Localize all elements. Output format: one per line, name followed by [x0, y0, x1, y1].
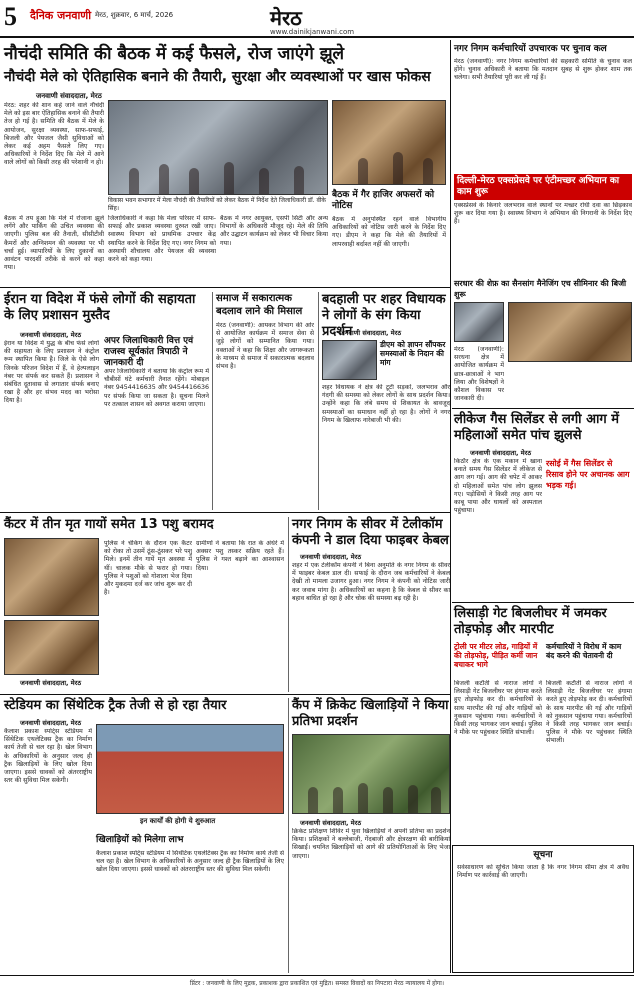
lead-photo — [108, 100, 328, 195]
cricket-headline: कैंप में क्रिकेट खिलाड़ियों ने किया प्रतिभा प्रदर्शन — [292, 698, 449, 729]
stadium-headline: स्टेडियम का सिंथेटिक ट्रैक तेजी से हो रहा तैयार — [4, 698, 227, 713]
divider — [212, 292, 213, 510]
samaj-headline: समाज में सकारात्मक बदलाव लाने की मिसाल — [216, 293, 303, 317]
iran-subhead: अपर जिलाधिकारी वित्त एवं राजस्व सूर्यकांत त्रिपाठी ने जानकारी दी — [104, 336, 194, 368]
lisari-headline: लिसाड़ी गेट बिजलीघर में जमकर तोड़फोड़ और मारपीट — [454, 606, 607, 637]
camp-body: मेरठ (जनवाणी): सरधना क्षेत्र में आयोजित कार्यक्रम में छात्र-छात्राओं ने भाग लिया और विशेषज्ञों ने कौशल विकास पर जानकारी दी। — [454, 346, 504, 403]
lead-body-b: बैठक में तय हुआ कि मेले में रोजाना झूले लगेंगे और पार्किंग की उचित व्यवस्था की जाएगी। पुलिस बल की तैनाती, सीसीटीवी कैमरों और अग्निशमन की व्यवस्था पर भी चर्चा हुई। व्यापारियों के लिए दुकानों का आवंटन पारदर्शी तरीके से करने को कहा गया। — [4, 215, 104, 272]
cattle-body: पुलिस ने चेकिंग के दौरान एक कैंटर को रोका तो उसमें ठूंस-ठूंसकर भरे पशु मिले। इनमें तीन गायें मृत अवस्था में थीं। चालक मौके से फरार हो गया। पुलिस ने पशुओं को गोशाला भेज दिया और मुकदमा दर्ज कर जांच शुरू कर दी है। — [104, 540, 192, 597]
vidhayak-photo — [322, 340, 377, 380]
telecom-body: शहर में एक टेलीकॉम कंपनी ने बिना अनुमति के नगर निगम के सीवर में फाइबर केबल डाल दी। सफाई के दौरान जब कर्मचारियों ने केबल देखी तो मामला उजागर हुआ। नगर निगम ने कंपनी को नोटिस जारी कर जवाब मांगा है। अधिकारियों का कहना है कि केबल से सीवर का बहाव बाधित हो रहा है और चोक की समस्या बढ़ रही है। — [292, 562, 450, 602]
lead-byline: जनवाणी संवाददाता, मेरठ — [36, 92, 102, 100]
lead-story — [0, 40, 450, 285]
cricket-body: क्रिकेट प्रशिक्षण शिविर में युवा खिलाड़ियों ने अपनी प्रतिभा का प्रदर्शन किया। प्रशिक्षकों ने बल्लेबाजी, गेंदबाजी और क्षेत्ररक्षण की बारीकियां सिखाईं। चयनित खिलाड़ियों को आगे की प्रतियोगिताओं के लिए भेजा जाएगा। — [292, 828, 450, 860]
divider — [288, 517, 289, 692]
lpg-box: रसोई में गैस सिलेंडर से रिसाव होने पर अचानक आग भड़क गई। — [546, 459, 630, 490]
notice-title: सूचना — [533, 850, 553, 860]
page-number: 5 — [4, 2, 17, 31]
lpg-headline: लीकेज गैस सिलेंडर से लगी आग में महिलाओं समेत पांच झुलसे — [454, 412, 619, 443]
delhi-headline: दिल्ली-मेरठ एक्सप्रेसवे पर एंटीमच्छर अभियान का काम शुरू — [454, 174, 632, 200]
cricket-byline: जनवाणी संवाददाता, मेरठ — [300, 819, 362, 827]
stadium-body: कैलाश प्रकाश स्पोर्ट्स स्टेडियम में सिंथेटिक एथलेटिक्स ट्रैक का निर्माण कार्य तेजी से चल रहा है। खेल विभाग के अधिकारियों के अनुसार जल्द ही ट्रैक खिलाड़ियों के लिए खोल दिया जाएगा। इससे धावकों को अंतरराष्ट्रीय स्तर की सुविधा मिल सकेगी। — [4, 728, 92, 785]
lisari-sub-2: कर्मचारियों ने विरोध में काम बंद करने की चेतावनी दी — [546, 642, 622, 660]
lead-side-body: बैठक में अनुपस्थित रहने वाले विभागीय अधिकारियों को नोटिस जारी करने के निर्देश दिए गए। डीएम ने कहा कि मेले की तैयारियों में लापरवाही बर्दाश्त नहीं की जाएगी। — [332, 216, 446, 248]
vidhayak-byline: जनवाणी संवाददाता, मेरठ — [340, 329, 402, 337]
lead-subhead: नौचंदी मेले को ऐतिहासिक बनाने की तैयारी, सुरक्षा और व्यवस्थाओं पर खास फोकस — [4, 69, 431, 85]
divider — [452, 408, 634, 409]
telecom-byline: जनवाणी संवाददाता, मेरठ — [300, 553, 362, 561]
iran-body-2: अपर जिलाधिकारी ने बताया कि कंट्रोल रूम में चौबीसों घंटे कर्मचारी तैनात रहेंगे। मोबाइल नंबर 9454416635 और 9454416636 पर संपर्क किया जा सकता है। सूचना मिलने पर तत्काल शासन को अवगत कराया जाएगा। — [104, 368, 209, 408]
divider — [318, 292, 319, 510]
camp-photo — [454, 302, 504, 342]
lisari-body-2: बिजली कटौती से नाराज लोगों ने लिसाड़ी गेट बिजलीघर पर हंगामा करते हुए तोड़फोड़ कर दी। कर्मचारियों के साथ मारपीट की गई और गाड़ियों को नुकसान पहुंचाया गया। कर्मचारियों ने किसी तरह भागकर जान बचाई। पुलिस ने मौके पर पहुंचकर स्थिति संभाली। — [546, 680, 632, 745]
cattle-body-2: ग्रामीणों ने बताया कि रात के अंधेरे में अक्सर पशु तस्कर सक्रिय रहते हैं। पुलिस ने गश्त बढ़ाने का आश्वासन दिया। — [196, 540, 284, 572]
divider — [450, 40, 451, 973]
right-top-body: मेरठ (जनवाणी): नगर निगम कर्मचारियों की सहकारी समिति के चुनाव कल होंगे। चुनाव अधिकारी ने बताया कि मतदान सुबह से शुरू होकर शाम तक चलेगा। सभी तैयारियां पूरी कर ली गई हैं। — [454, 58, 632, 82]
right-top-head: नगर निगम कर्मचारियों उपचारक पर चुनाव कल — [454, 44, 607, 54]
divider — [0, 512, 450, 513]
camp-headline: सरधार की शेफ़ का सैनसांग मैनेजिंग एच सीमिनार की बिजी शुरू — [454, 279, 627, 299]
stadium-photo — [96, 724, 284, 814]
stadium-sub: खिलाड़ियों को मिलेगा लाभ — [96, 835, 184, 845]
vidhayak-headline: बदहाली पर शहर विधायक ने लोगों के संग किया प्रदर्शन — [322, 292, 446, 339]
lisari-sub: ट्रोली पर मीटर लोड, गाड़ियों में की तोड़फोड़, पीड़ित कर्मी जान बचाकर भागे — [454, 642, 538, 669]
lpg-body: किठौर क्षेत्र के एक मकान में खाना बनाते समय गैस सिलेंडर में लीकेज से आग लग गई। आग की चपेट में आकर दो महिलाओं समेत पांच लोग झुलस गए। पड़ोसियों ने किसी तरह आग पर काबू पाया और घायलों को अस्पताल पहुंचाया। — [454, 458, 542, 515]
city-name: मेरठ — [270, 6, 302, 30]
lead-body-a: मेरठ: शहर की शान कहे जाने वाले नौचंदी मेले को इस बार ऐतिहासिक बनाने की तैयारी तेज हो गई है। समिति की बैठक में मेले के आयोजन, सुरक्षा व्यवस्था, साफ-सफाई, बिजली और पेयजल जैसी सुविधाओं को लेकर कई अहम फैसले लिए गए। अधिकारियों ने निर्देश दिए कि मेले में आने वाले लोगों को किसी तरह की परेशानी न हो। — [4, 102, 104, 167]
lpg-byline: जनवाणी संवाददाता, मेरठ — [470, 449, 532, 457]
divider — [0, 287, 450, 288]
notice-body: सर्वसाधारण को सूचित किया जाता है कि नगर निगम सीमा क्षेत्र में अवैध निर्माण पर कार्रवाई की जाएगी। — [457, 864, 629, 880]
vidhayak-body: शहर विधायक ने क्षेत्र की टूटी सड़कों, जलभराव और गंदगी की समस्या को लेकर लोगों के साथ प्रदर्शन किया। उन्होंने कहा कि लंबे समय से शिकायत के बावजूद समस्याओं का समाधान नहीं हो रहा है। लोगों ने नगर निगम के खिलाफ नारेबाजी भी की। — [322, 384, 450, 424]
stadium-byline: जनवाणी संवाददाता, मेरठ — [20, 719, 82, 727]
website-url: www.dainikjanwani.com — [270, 28, 355, 36]
divider — [0, 694, 450, 695]
lead-headline: नौचंदी समिति की बैठक में कई फैसले, रोज जाएंगे झूले — [4, 44, 345, 64]
lead-photo-caption: विकास भवन सभागार में मेला नौचंदी की तैयारियों को लेकर बैठक में निर्देश देते जिलाधिकारी डॉ. वीके सिंह। — [108, 197, 326, 212]
notice-box — [452, 845, 634, 973]
cricket-photo — [292, 734, 450, 814]
lead-side-head: बैठक में गैर हाजिर अफसरों को नोटिस — [332, 190, 435, 211]
stadium-caption: इन कार्यों की होगी ये शुरुआत — [140, 817, 216, 825]
brand-name: दैनिक जनवाणी — [30, 9, 92, 22]
footer: प्रिंटर : जनवाणी के लिए मुद्रक, प्रकाशक द्वारा प्रकाशित एवं मुद्रित। समस्त विवादों का निपटारा मेरठ न्यायालय में होगा। — [0, 975, 634, 988]
lisari-body: बिजली कटौती से नाराज लोगों ने लिसाड़ी गेट बिजलीघर पर हंगामा करते हुए तोड़फोड़ कर दी। कर्मचारियों के साथ मारपीट की गई और गाड़ियों को नुकसान पहुंचाया गया। कर्मचारियों ने किसी तरह भागकर जान बचाई। पुलिस ने मौके पर पहुंचकर स्थिति संभाली। — [454, 680, 542, 737]
divider — [452, 602, 634, 603]
edition-line: मेरठ, शुक्रवार, 6 मार्च, 2026 — [95, 11, 174, 19]
vidhayak-sub: डीएम को ज्ञापन सौंपकर समस्याओं के निदान की मांग — [380, 340, 446, 367]
samaj-body: मेरठ (जनवाणी): आयकर विभाग की ओर से आयोजित कार्यक्रम में समाज सेवा से जुड़े लोगों को सम्मानित किया गया। वक्ताओं ने कहा कि शिक्षा और जागरूकता के माध्यम से समाज में सकारात्मक बदलाव संभव है। — [216, 322, 314, 371]
delhi-body: एक्सप्रेसवे के किनारे जलभराव वाले स्थानों पर मच्छर रोधी दवा का छिड़काव शुरू कर दिया गया है। स्वास्थ्य विभाग ने अभियान की निगरानी के निर्देश दिए हैं। — [454, 202, 632, 226]
lead-photo-2 — [332, 100, 446, 185]
divider — [288, 698, 289, 973]
iran-byline: जनवाणी संवाददाता, मेरठ — [20, 331, 82, 339]
stadium-body-2: कैलाश प्रकाश स्पोर्ट्स स्टेडियम में सिंथेटिक एथलेटिक्स ट्रैक का निर्माण कार्य तेजी से चल रहा है। खेल विभाग के अधिकारियों के अनुसार जल्द ही ट्रैक खिलाड़ियों के लिए खोल दिया जाएगा। इससे धावकों को अंतरराष्ट्रीय स्तर की सुविधा मिल सकेगी। — [96, 850, 284, 874]
cattle-headline: कैंटर में तीन मृत गायों समेत 13 पशु बरामद — [4, 517, 214, 532]
lead-body-d: बैठक में नगर आयुक्त, एसपी सिटी और अन्य विभागों के अधिकारी मौजूद रहे। मेले की तिथि और उद्घाटन कार्यक्रम को लेकर भी विचार किया गया। — [220, 215, 328, 247]
masthead — [0, 0, 634, 38]
cattle-photo-1 — [4, 538, 99, 616]
telecom-headline: नगर निगम के सीवर में टेलीकॉम कंपनी ने डाल दिया फाइबर केबल — [292, 517, 449, 548]
lead-body-c: जिलाधिकारी ने कहा कि मेला परिसर में साफ-सफाई और प्रकाश व्यवस्था दुरुस्त रखी जाए। स्वास्थ्य विभाग को प्राथमिक उपचार केंद्र स्थापित करने के निर्देश दिए गए। नगर निगम को अस्थायी शौचालय और पेयजल की व्यवस्था करने को कहा गया। — [108, 215, 216, 264]
cattle-byline: जनवाणी संवाददाता, मेरठ — [20, 679, 82, 687]
camp-photo-2 — [508, 302, 632, 362]
iran-body: ईरान या विदेश में युद्ध के बीच फंसे लोगों की सहायता के लिए प्रशासन ने कंट्रोल रूम स्थापित किया है। जिले के ऐसे लोग जिनके परिजन विदेश में हैं, वे हेल्पलाइन नंबर पर संपर्क कर सकते हैं। प्रशासन ने संबंधित दूतावास से लगातार संपर्क बनाए रखा है और हर संभव मदद का भरोसा दिया है। — [4, 340, 99, 405]
cattle-photo-2 — [4, 620, 99, 675]
iran-headline: ईरान या विदेश में फंसे लोगों की सहायता के लिए प्रशासन मुस्तैद — [4, 292, 196, 323]
